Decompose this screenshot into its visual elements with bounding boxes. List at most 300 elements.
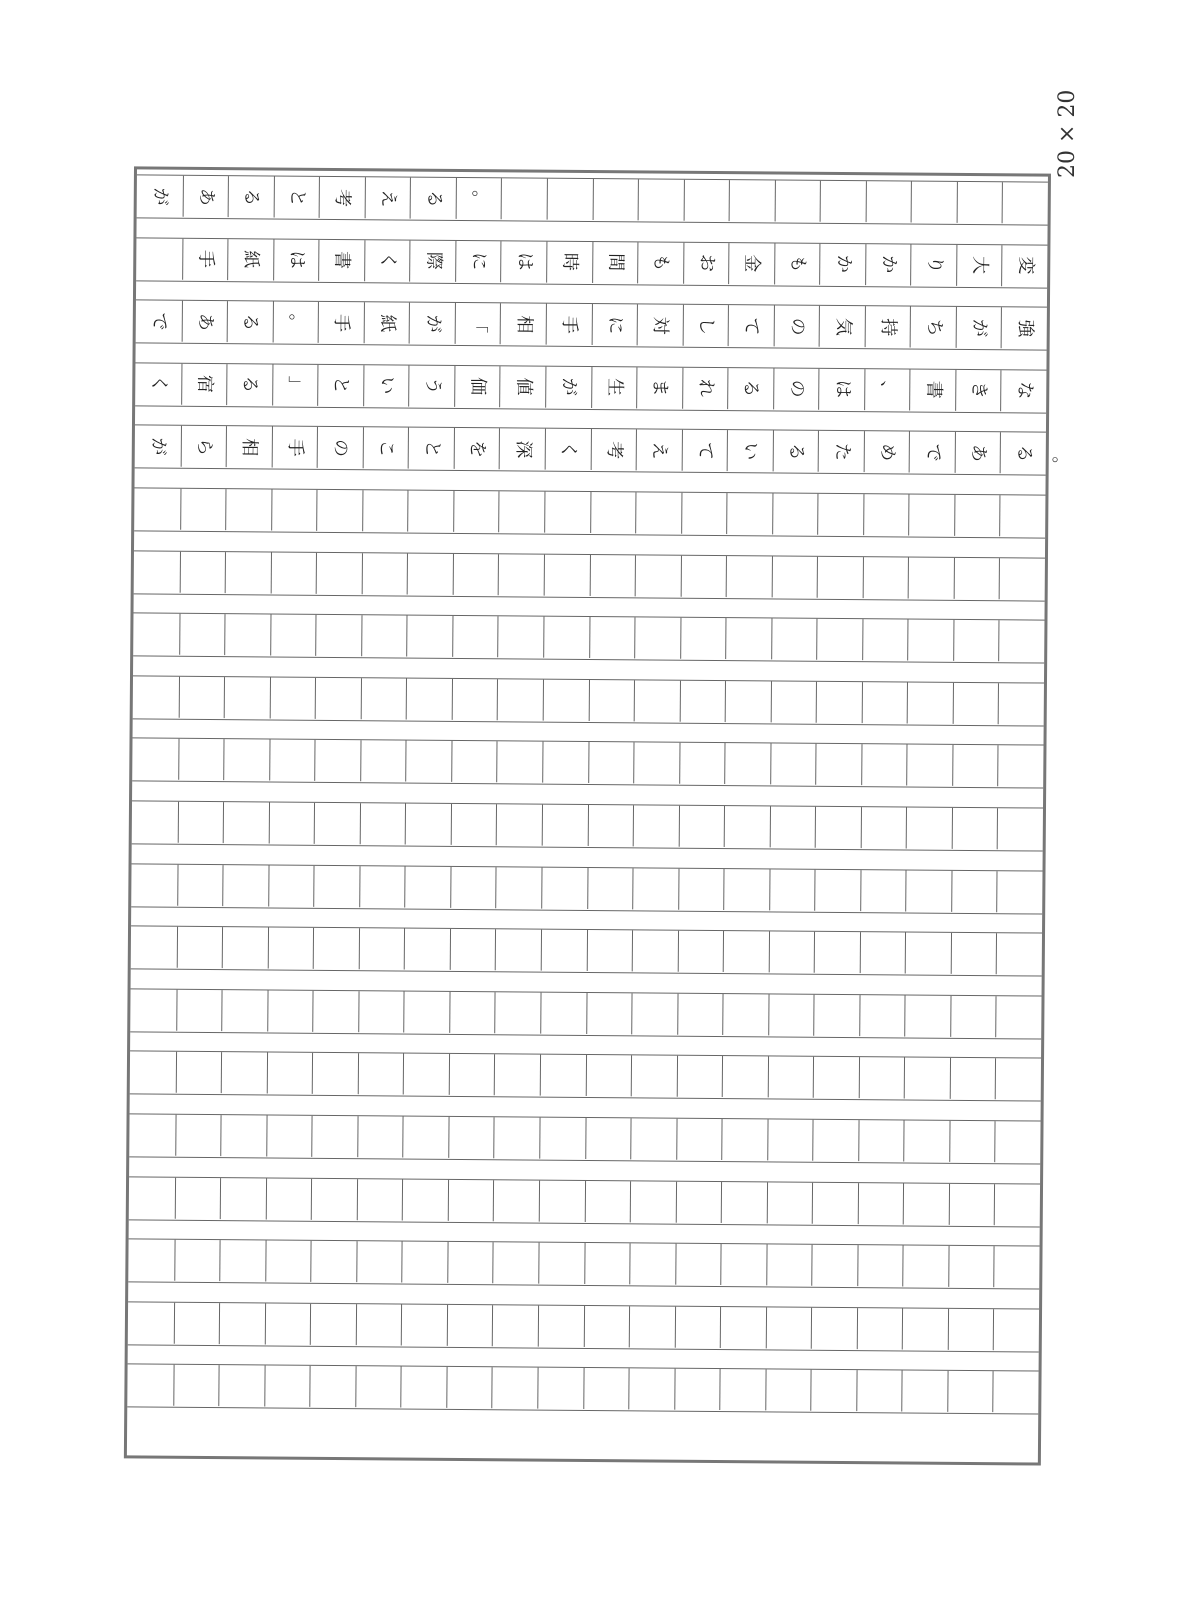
grid-cell [267,928,313,969]
grid-cell [136,238,182,279]
grid-cell [636,367,682,408]
grid-cell [494,1055,540,1096]
grid-cell [721,1119,767,1160]
grid-cell [226,427,272,468]
grid-cell [539,1180,585,1221]
grid-cell [859,1058,905,1099]
grid-cell [407,491,453,532]
cell-character: く [377,251,399,270]
grid-row [135,425,1070,476]
cell-character: は [831,380,853,399]
grid-cell [177,864,223,905]
grid-cell [770,681,816,722]
cell-character: 手 [331,313,353,332]
cell-character: 間 [604,253,627,272]
grid-cell [363,302,409,343]
grid-cell [816,682,862,723]
cell-character: 値 [512,377,535,396]
grid-cell [909,432,955,473]
cell-character: 。 [468,189,490,208]
grid-cell [860,807,906,848]
genkou-youshi-grid [124,166,1070,1465]
grid-cell [364,240,410,281]
cell-character: を [466,439,488,459]
grid-cell [135,426,181,467]
grid-row [129,1176,1040,1227]
grid-cell [955,432,1001,473]
cell-character: 手 [284,438,306,457]
grid-cell [176,927,222,968]
grid-cell [812,1182,858,1223]
grid-cell [722,1056,768,1097]
cell-character: 考 [603,440,625,460]
grid-cell [129,1114,175,1155]
grid-cell [133,614,179,655]
grid-cell [494,1117,540,1158]
grid-cell [678,806,724,847]
grid-cell [909,369,955,410]
grid-cell [453,554,499,595]
grid-cell [634,618,680,659]
grid-cell [862,619,908,660]
grid-cell [317,427,363,468]
grid-cell [130,1052,176,1093]
cell-character: 気 [832,317,854,336]
grid-row [134,487,1045,538]
grid-cell [227,301,273,342]
cell-character: て [741,316,763,336]
grid-cell [999,620,1045,661]
cell-character: が [147,437,169,456]
grid-cell [997,871,1043,912]
grid-cell [865,244,911,285]
cell-character: 相 [239,438,261,457]
grid-cell [219,1240,265,1281]
cell-character: 価 [467,377,489,396]
grid-cell [910,307,956,348]
grid-cell [592,179,638,220]
cell-character: し [695,316,717,335]
grid-cell [176,990,222,1031]
grid-cell [815,744,861,785]
grid-cell [726,493,772,534]
cell-character: に [468,252,490,271]
grid-cell [811,1370,857,1411]
grid-cell [948,1309,994,1350]
grid-cell [771,619,817,660]
cell-character: の [786,379,808,398]
grid-cell [859,932,905,973]
grid-cell [542,742,588,783]
grid-cell [266,1053,312,1094]
grid-cell [497,679,543,720]
grid-cell [768,994,814,1035]
grid-cell [268,865,314,906]
grid-cell [590,492,636,533]
cell-character: め [876,443,898,462]
grid-cell [407,553,453,594]
cell-character: に [604,315,626,334]
cell-character: で [922,443,944,462]
grid-cell [774,180,820,221]
grid-cell [911,182,957,223]
grid-cell [864,306,910,347]
grid-cell [182,176,228,217]
grid-cell [540,1055,586,1096]
grid-row [129,1113,1040,1164]
grid-cell [356,1241,402,1282]
grid-cell [223,802,269,843]
grid-cell [815,807,861,848]
grid-cell [725,681,771,722]
grid-cell [182,238,228,279]
grid-cell [271,489,317,530]
grid-cell [951,933,997,974]
grid-cell [811,1308,857,1349]
grid-cell [589,617,635,658]
grid-cell [361,615,407,656]
grid-cell [127,1365,173,1406]
grid-cell [408,428,454,469]
cell-character: い [376,376,398,395]
cell-character: れ [695,379,717,398]
grid-cell [633,743,679,784]
grid-cell [996,933,1042,974]
grid-cell [455,241,501,282]
grid-cell [180,426,226,467]
grid-cell [628,1369,674,1410]
grid-cell [812,1120,858,1161]
grid-cell [588,680,634,721]
grid-row [128,1239,1039,1290]
grid-cell [772,493,818,534]
grid-cell [720,1244,766,1285]
grid-cell [500,366,546,407]
grid-cell [409,303,455,344]
grid-row [130,1051,1041,1102]
grid-cell [402,1242,448,1283]
grid-cell [310,1304,356,1345]
grid-cell [729,180,775,221]
grid-cell [318,302,364,343]
grid-cell [319,177,365,218]
grid-cell [181,301,227,342]
cell-character: る [241,187,263,206]
cell-character: な [1013,381,1036,400]
grid-cell [358,991,404,1032]
grid-cell [546,241,592,282]
grid-cell [953,683,999,724]
grid-cell [767,1119,813,1160]
grid-cell [774,243,820,284]
grid-cell [173,1303,219,1344]
cell-character: が [558,378,580,397]
grid-cell [907,620,953,661]
grid-cell [134,488,180,529]
grid-cell [994,1184,1040,1225]
cell-character: あ [195,187,217,206]
grid-cell [448,1179,494,1220]
grid-cell [865,181,911,222]
grid-cell [222,927,268,968]
cell-character: 考 [332,188,354,207]
grid-row [132,800,1043,851]
grid-cell [951,870,997,911]
grid-cell [629,1244,675,1285]
grid-cell [449,1054,495,1095]
grid-cell [492,1305,538,1346]
grid-cell [452,616,498,657]
cell-character: る [239,375,261,394]
grid-cell [861,682,907,723]
grid-cell [225,552,271,593]
grid-cell [224,677,270,718]
grid-cell [633,805,679,846]
grid-cell [1001,307,1047,348]
grid-cell [948,1246,994,1287]
grid-cell [857,1308,903,1349]
grid-cell [676,1056,722,1097]
grid-cell [271,427,317,468]
grid-cell [724,743,770,784]
grid-cell [902,1308,948,1349]
grid-cell [680,618,726,659]
cell-character: 変 [1014,256,1037,275]
grid-cell [405,741,451,782]
grid-cell [1001,370,1047,411]
grid-cell [637,305,683,346]
grid-cell [723,869,769,910]
grid-cell [768,932,814,973]
grid-cell [544,492,590,533]
grid-cell [675,1181,721,1222]
grid-cell [632,931,678,972]
cell-character: 手 [195,249,217,269]
grid-cell [584,1243,630,1284]
grid-cell [635,555,681,596]
grid-cell [131,927,177,968]
grid-cell [222,865,268,906]
grid-cell [634,680,680,721]
grid-cell [180,489,226,530]
grid-cell [813,1057,859,1098]
cell-character: い [740,442,762,461]
grid-cell [446,1367,492,1408]
grid-cell [638,179,684,220]
grid-cell [767,1057,813,1098]
grid-cell [543,679,589,720]
grid-cell [496,867,542,908]
grid-row [131,926,1042,977]
grid-cell [403,1117,449,1158]
grid-cell [723,931,769,972]
grid-cell [272,302,318,343]
grid-row [130,988,1041,1039]
grid-cell [174,1177,220,1218]
grid-cell [403,1054,449,1095]
cell-character: 相 [513,315,535,334]
grid-cell [401,1304,447,1345]
grid-cell [454,366,500,407]
cell-character: く [557,440,580,459]
grid-cell [360,741,406,782]
grid-cell [361,553,407,594]
grid-cell [863,494,909,535]
grid-cell [128,1240,174,1281]
grid-cell [954,557,1000,598]
grid-cell [727,430,773,471]
grid-cell [309,1366,355,1407]
grid-cell [362,428,408,469]
grid-cell [949,1183,995,1224]
grid-row [128,1301,1039,1352]
grid-cell [312,991,358,1032]
grid-cell [681,493,727,534]
cell-character: と [286,188,308,207]
grid-cell [225,489,271,530]
grid-cell [769,806,815,847]
grid-cell [317,365,363,406]
grid-cell [500,303,546,344]
grid-cell [994,1246,1040,1287]
grid-cell [858,1183,904,1224]
cell-character: 深 [512,440,534,459]
grid-cell [267,990,313,1031]
grid-cell [1002,245,1048,286]
grid-cell [313,865,359,906]
grid-cell [993,1309,1039,1350]
grid-cell [540,992,586,1033]
grid-cell [904,1058,950,1099]
cell-character: 時 [559,252,581,272]
grid-cell [410,178,456,219]
cell-character: 強 [1014,319,1036,338]
grid-cell [449,992,495,1033]
cell-character: こ [375,439,397,458]
grid-cell [629,1306,675,1347]
grid-cell [136,301,182,342]
grid-cell [592,242,638,283]
cell-character: あ [194,312,216,331]
grid-cell [173,1365,219,1406]
grid-cell [587,868,633,909]
grid-cell [910,244,956,285]
grid-cell [903,1183,949,1224]
grid-cell [537,1368,583,1409]
grid-cell [907,682,953,723]
cell-character: で [148,312,170,331]
grid-cell [993,1372,1039,1413]
cell-character: て [694,441,716,460]
grid-cell [227,239,273,280]
grid-cell [311,1116,357,1157]
grid-cell [133,676,179,717]
cell-character: ま [649,378,671,397]
grid-cell [364,177,410,218]
grid-cell [630,1181,676,1222]
grid-cell [591,367,637,408]
grid-cell [179,614,225,655]
grid-cell [817,494,863,535]
cell-character: 「 [467,314,489,333]
grid-cell [722,994,768,1035]
grid-cell [903,1246,949,1287]
grid-cell [631,993,677,1034]
grid-cell [221,990,267,1031]
grid-cell [218,1365,264,1406]
grid-cell [128,1302,174,1343]
grid-cell [586,993,632,1034]
cell-character: が [968,318,990,337]
cell-character: 生 [603,378,626,397]
grid-cell [956,244,1002,285]
grid-cell [683,180,729,221]
grid-cell [954,495,1000,536]
grid-cell [265,1178,311,1219]
grid-cell [862,557,908,598]
cell-character: う [421,376,443,396]
grid-cell [860,870,906,911]
grid-cell [584,1181,630,1222]
grid-cell [906,807,952,848]
grid-cell [451,741,497,782]
grid-cell [1000,495,1046,536]
cell-character: か [832,254,854,274]
grid-cell [406,616,452,657]
grid-cell [772,431,818,472]
grid-cell [682,305,728,346]
cell-character: き [968,381,990,400]
cell-character: 大 [969,256,991,275]
grid-cell [904,1120,950,1161]
cell-character: る [785,442,807,461]
grid-row [135,362,1046,413]
grid-cell [637,242,683,283]
cell-character: 手 [558,315,581,334]
grid-cell [268,802,314,843]
grid-cell [130,989,176,1030]
grid-cell [765,1370,811,1411]
cell-character: 対 [650,316,672,335]
grid-cell [357,1116,403,1157]
grid-cell [132,801,178,842]
grid-cell [678,868,724,909]
grid-cell [499,491,545,532]
grid-cell [269,740,315,781]
grid-cell [453,428,499,469]
grid-cell [769,869,815,910]
grid-cell [318,239,364,280]
grid-row [133,613,1044,664]
grid-cell [178,739,224,780]
overflow-punctuation: 。 [1051,445,1070,467]
grid-cell [1000,433,1046,474]
grid-cell [264,1303,310,1344]
grid-cell [312,1053,358,1094]
grid-cell [726,556,772,597]
grid-cell [175,1052,221,1093]
grid-cell [228,176,274,217]
grid-cell [771,556,817,597]
grid-cell [949,1121,995,1162]
grid-cell [587,805,633,846]
grid-cell [820,181,866,222]
grid-cell [315,678,361,719]
grid-cell [499,429,545,470]
grid-cell [501,241,547,282]
grid-cell [270,615,316,656]
cell-character: も [650,253,672,272]
